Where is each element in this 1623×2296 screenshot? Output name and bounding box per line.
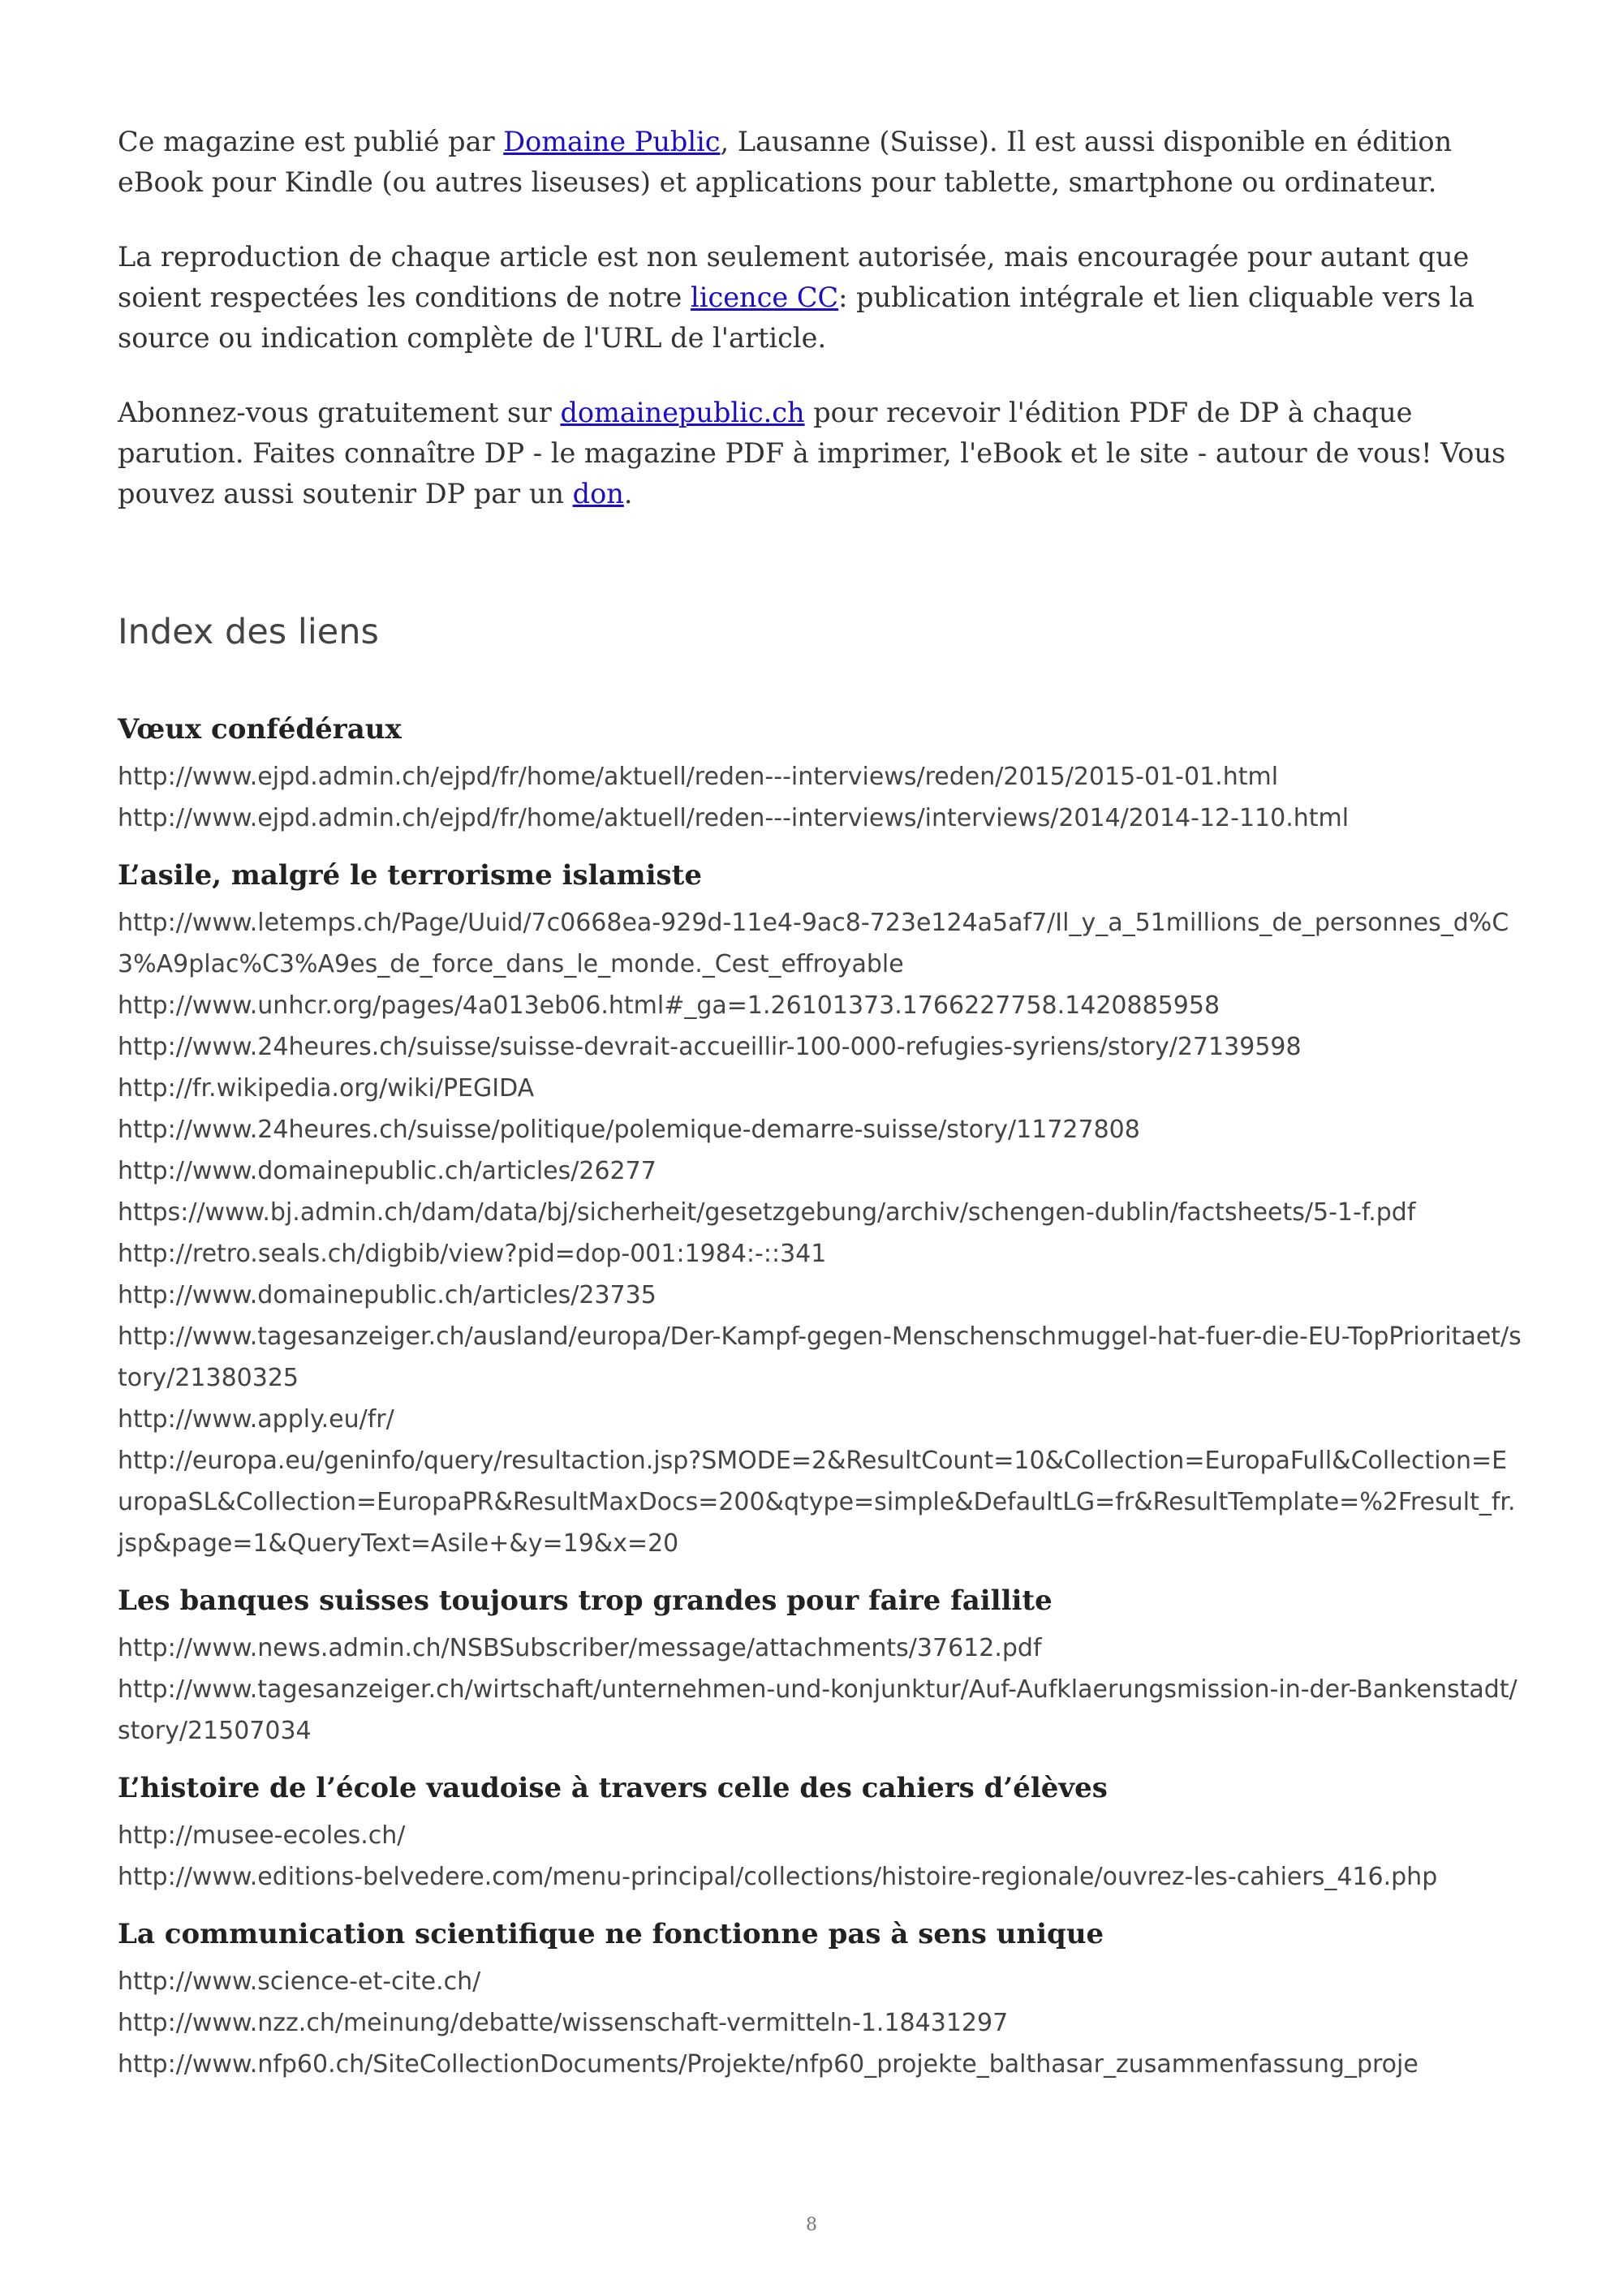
url-link: http://www.nzz.ch/meinung/debatte/wissenschaft-vermitteln-1.18431297 [118,2009,1009,2037]
url-link: http://www.editions-belvedere.com/menu-principal/collections/histoire-regionale/ouvrez-les-cahiers_416.php [118,1863,1438,1891]
intro-text: , Lausanne (Suisse). Il est aussi disponible en édition eBook pour Kindle (ou autres liseuses) et applications pour tablette, smartphone ou ordinateur. [118,126,1453,198]
url-link: http://www.24heures.ch/suisse/suisse-devrait-accueillir-100-000-refugies-syriens/story/27139598 [118,1033,1302,1061]
url-link: http://www.ejpd.admin.ch/ejpd/fr/home/aktuell/reden---interviews/reden/2015/2015-01-01.html [118,763,1279,791]
index-section [118,1768,1522,1898]
section-title: L’histoire de l’école vaudoise à travers celle des cahiers d’élèves [118,1772,1108,1804]
domainepublic-link[interactable]: domainepublic.ch [560,397,805,428]
url-link: http://fr.wikipedia.org/wiki/PEGIDA [118,1074,535,1103]
url-link: http://europa.eu/geninfo/query/resultaction.jsp?SMODE=2&ResultCount=10&Collection=EuropaFull&Collection=EuropaSL&Collection=EuropaPR&ResultMaxDocs=200&qtype=simple&DefaultLG=fr&ResultTemplate=%2Fresult_fr.jsp&page=1&QueryText=Asile+&y=19&x=20 [118,1447,1516,1558]
url-link: http://www.ejpd.admin.ch/ejpd/fr/home/aktuell/reden---interviews/interviews/2014/2014-12-110.html [118,804,1350,832]
page-content [118,122,1522,2101]
url-link: https://www.bj.admin.ch/dam/data/bj/sicherheit/gesetzgebung/archiv/schengen-dublin/factsheets/5-1-f.pdf [118,1198,1416,1227]
index-title: Index des liens [118,612,379,652]
page-number: 8 [806,2215,817,2235]
link-index [118,709,1522,2085]
url-link: http://www.nfp60.ch/SiteCollectionDocuments/Projekte/nfp60_projekte_balthasar_zusammenfassung_proje [118,2050,1419,2079]
intro-text: . [623,478,633,510]
index-section [118,1914,1522,2085]
index-section [118,1580,1522,1752]
intro-paragraph-subscribe [118,393,1522,514]
intro-text: pour recevoir l'édition PDF de DP à chaque parution. Faites connaître DP - le magazine PDF à imprimer, l'eBook et le site - autour de vous! Vous pouvez aussi soutenir DP par un [118,397,1506,510]
licence-cc-link[interactable]: licence CC [691,282,839,313]
index-section [118,709,1522,839]
url-link: http://retro.seals.ch/digbib/view?pid=dop-001:1984:-::341 [118,1240,827,1268]
intro-paragraph-license [118,237,1522,359]
intro-text: : publication intégrale et lien cliquable vers la source ou indication complète de l'URL de l'article. [118,282,1474,354]
url-link: http://www.24heures.ch/suisse/politique/polemique-demarre-suisse/story/11727808 [118,1116,1140,1144]
domaine-public-link[interactable]: Domaine Public [503,126,721,157]
url-link: http://www.news.admin.ch/NSBSubscriber/message/attachments/37612.pdf [118,1634,1042,1662]
url-link: http://www.unhcr.org/pages/4a013eb06.html#_ga=1.26101373.1766227758.1420885958 [118,991,1220,1020]
section-title: Les banques suisses toujours trop grandes pour faire faillite [118,1584,1053,1617]
url-link: http://www.tagesanzeiger.ch/wirtschaft/unternehmen-und-konjunktur/Auf-Aufklaerungsmission-in-der-Bankenstadt/story/21507034 [118,1675,1518,1745]
don-link[interactable]: don [572,478,624,510]
url-link: http://www.domainepublic.ch/articles/26277 [118,1157,657,1185]
section-title: Vœux confédéraux [118,713,402,746]
intro-paragraph-publisher [118,122,1522,203]
url-link: http://www.letemps.ch/Page/Uuid/7c0668ea-929d-11e4-9ac8-723e124a5af7/Il_y_a_51millions_de_personnes_d%C3%A9plac%C3%A9es_de_force_dans_le_monde._Cest_effroyable [118,909,1509,978]
url-link: http://www.domainepublic.ch/articles/23735 [118,1281,657,1309]
intro-text: Abonnez-vous gratuitement sur [118,397,561,428]
url-link: http://www.apply.eu/fr/ [118,1405,394,1434]
intro [118,122,1522,514]
section-title: La communication scientifique ne fonctionne pas à sens unique [118,1918,1104,1950]
url-link: http://www.science-et-cite.ch/ [118,1967,481,1996]
intro-text: Ce magazine est publié par [118,126,504,157]
url-link: http://musee-ecoles.ch/ [118,1821,406,1850]
url-link: http://www.tagesanzeiger.ch/ausland/europa/Der-Kampf-gegen-Menschenschmuggel-hat-fuer-die-EU-TopPrioritaet/story/21380325 [118,1322,1522,1392]
section-title: L’asile, malgré le terrorisme islamiste [118,859,702,892]
index-section [118,855,1522,1564]
intro-text: La reproduction de chaque article est non seulement autorisée, mais encouragée pour autant que soient respectées les conditions de notre [118,241,1470,313]
